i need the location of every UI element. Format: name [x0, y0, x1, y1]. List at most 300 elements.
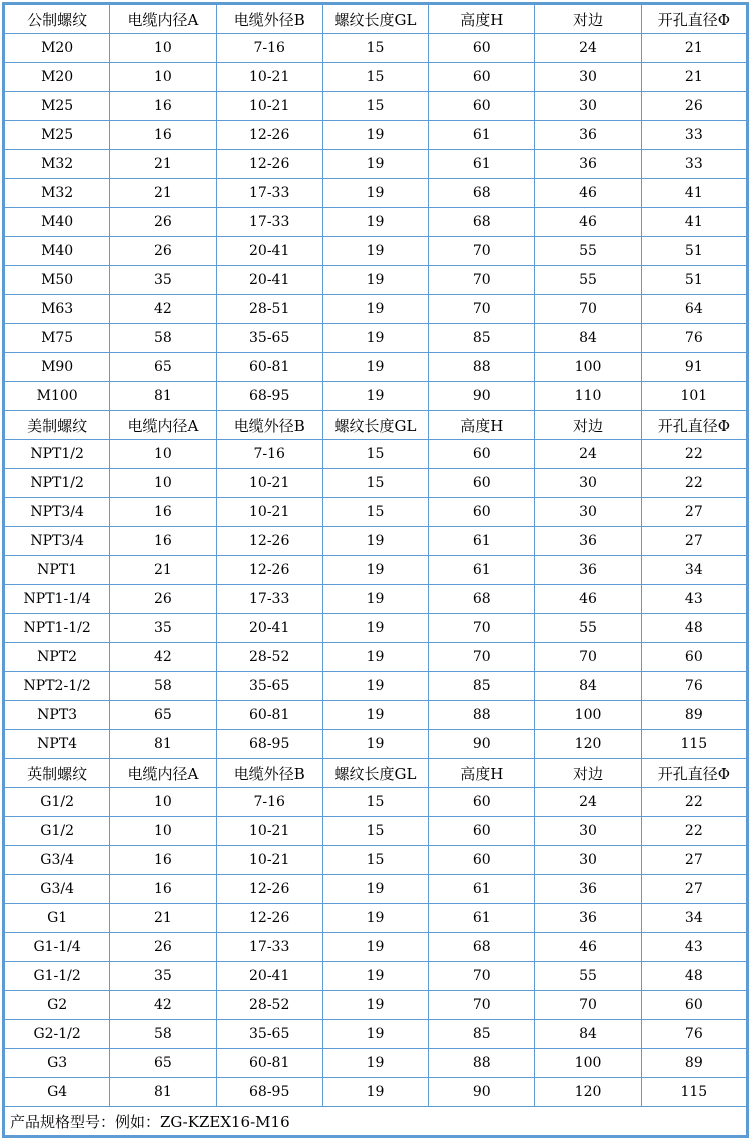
table-cell: 84 — [535, 672, 641, 701]
table-cell: 10 — [110, 817, 216, 846]
row-label: M75 — [4, 324, 110, 353]
table-cell: 110 — [535, 382, 641, 411]
table-cell: 120 — [535, 1078, 641, 1107]
table-cell: 19 — [322, 701, 428, 730]
table-cell: 10 — [110, 63, 216, 92]
table-cell: 15 — [322, 846, 428, 875]
table-cell: 26 — [110, 933, 216, 962]
table-cell: 36 — [535, 904, 641, 933]
table-cell: 16 — [110, 846, 216, 875]
table-cell: 16 — [110, 121, 216, 150]
row-label: NPT2-1/2 — [4, 672, 110, 701]
table-cell: 65 — [110, 701, 216, 730]
table-cell: 36 — [535, 150, 641, 179]
table-cell: 20-41 — [216, 237, 322, 266]
table-cell: 22 — [641, 469, 747, 498]
table-cell: 90 — [429, 730, 535, 759]
table-cell: 70 — [429, 962, 535, 991]
table-row — [4, 933, 748, 962]
table-cell: 21 — [641, 34, 747, 63]
table-cell: 35 — [110, 962, 216, 991]
table-cell: 46 — [535, 933, 641, 962]
table-cell: 42 — [110, 643, 216, 672]
table-cell: 41 — [641, 179, 747, 208]
table-cell: 19 — [322, 1078, 428, 1107]
table-row — [4, 701, 748, 730]
table-cell: 36 — [535, 121, 641, 150]
table-cell: 76 — [641, 672, 747, 701]
table-cell: 30 — [535, 63, 641, 92]
section-header-row-metric-thread — [4, 4, 748, 34]
column-header: 电缆外径B — [216, 4, 322, 34]
spec-table-body — [4, 4, 748, 1107]
table-cell: 60 — [429, 846, 535, 875]
table-cell: 89 — [641, 1049, 747, 1078]
row-label: NPT2 — [4, 643, 110, 672]
row-label: M63 — [4, 295, 110, 324]
row-label: G2 — [4, 991, 110, 1020]
table-cell: 19 — [322, 382, 428, 411]
table-cell: 7-16 — [216, 788, 322, 817]
row-label: M90 — [4, 353, 110, 382]
table-row — [4, 1078, 748, 1107]
table-row — [4, 991, 748, 1020]
table-cell: 41 — [641, 208, 747, 237]
table-cell: 16 — [110, 92, 216, 121]
table-cell: 15 — [322, 63, 428, 92]
column-header: 开孔直径Φ — [641, 4, 747, 34]
table-cell: 10 — [110, 34, 216, 63]
table-cell: 17-33 — [216, 585, 322, 614]
table-cell: 51 — [641, 237, 747, 266]
table-row — [4, 788, 748, 817]
table-row — [4, 63, 748, 92]
row-label: M32 — [4, 179, 110, 208]
table-cell: 34 — [641, 904, 747, 933]
section-header-row-american-thread — [4, 411, 748, 440]
table-cell: 20-41 — [216, 266, 322, 295]
row-label: M100 — [4, 382, 110, 411]
table-row — [4, 875, 748, 904]
table-row — [4, 150, 748, 179]
table-cell: 27 — [641, 846, 747, 875]
table-cell: 22 — [641, 817, 747, 846]
table-cell: 85 — [429, 324, 535, 353]
table-cell: 19 — [322, 266, 428, 295]
table-cell: 58 — [110, 324, 216, 353]
table-row — [4, 469, 748, 498]
table-cell: 68 — [429, 208, 535, 237]
table-cell: 55 — [535, 237, 641, 266]
section-title-cell: 公制螺纹 — [4, 4, 110, 34]
table-cell: 88 — [429, 1049, 535, 1078]
table-cell: 42 — [110, 991, 216, 1020]
table-cell: 24 — [535, 440, 641, 469]
table-cell: 70 — [429, 266, 535, 295]
table-row — [4, 962, 748, 991]
table-cell: 19 — [322, 353, 428, 382]
table-cell: 36 — [535, 556, 641, 585]
table-cell: 15 — [322, 498, 428, 527]
table-cell: 60-81 — [216, 1049, 322, 1078]
table-cell: 19 — [322, 527, 428, 556]
table-cell: 61 — [429, 150, 535, 179]
table-cell: 58 — [110, 672, 216, 701]
column-header: 高度H — [429, 759, 535, 788]
table-row — [4, 585, 748, 614]
table-cell: 19 — [322, 933, 428, 962]
row-label: G1 — [4, 904, 110, 933]
table-cell: 46 — [535, 208, 641, 237]
table-cell: 35-65 — [216, 1020, 322, 1049]
table-cell: 19 — [322, 121, 428, 150]
table-row — [4, 527, 748, 556]
row-label: G1/2 — [4, 817, 110, 846]
table-cell: 15 — [322, 34, 428, 63]
table-cell: 68 — [429, 933, 535, 962]
table-cell: 60 — [641, 991, 747, 1020]
table-cell: 33 — [641, 150, 747, 179]
table-cell: 61 — [429, 904, 535, 933]
table-cell: 12-26 — [216, 527, 322, 556]
table-row — [4, 34, 748, 63]
table-cell: 84 — [535, 1020, 641, 1049]
table-cell: 68-95 — [216, 1078, 322, 1107]
table-cell: 12-26 — [216, 904, 322, 933]
table-cell: 30 — [535, 469, 641, 498]
table-cell: 34 — [641, 556, 747, 585]
table-cell: 16 — [110, 498, 216, 527]
table-cell: 76 — [641, 324, 747, 353]
table-cell: 51 — [641, 266, 747, 295]
column-header: 螺纹长度GL — [322, 759, 428, 788]
table-cell: 21 — [110, 150, 216, 179]
row-label: NPT4 — [4, 730, 110, 759]
table-cell: 20-41 — [216, 962, 322, 991]
table-cell: 68-95 — [216, 730, 322, 759]
table-cell: 12-26 — [216, 150, 322, 179]
table-cell: 22 — [641, 440, 747, 469]
table-cell: 35 — [110, 614, 216, 643]
table-cell: 70 — [535, 991, 641, 1020]
table-cell: 81 — [110, 382, 216, 411]
table-cell: 70 — [429, 237, 535, 266]
table-cell: 19 — [322, 237, 428, 266]
table-row — [4, 614, 748, 643]
table-cell: 58 — [110, 1020, 216, 1049]
table-cell: 60-81 — [216, 353, 322, 382]
table-cell: 68 — [429, 179, 535, 208]
row-label: M50 — [4, 266, 110, 295]
row-label: M25 — [4, 121, 110, 150]
table-cell: 89 — [641, 701, 747, 730]
table-cell: 55 — [535, 266, 641, 295]
table-cell: 19 — [322, 875, 428, 904]
row-label: G3/4 — [4, 875, 110, 904]
table-cell: 7-16 — [216, 440, 322, 469]
column-header: 电缆外径B — [216, 411, 322, 440]
table-cell: 17-33 — [216, 179, 322, 208]
table-cell: 30 — [535, 498, 641, 527]
table-cell: 90 — [429, 1078, 535, 1107]
table-cell: 61 — [429, 875, 535, 904]
row-label: NPT1-1/4 — [4, 585, 110, 614]
column-header: 螺纹长度GL — [322, 411, 428, 440]
table-row — [4, 295, 748, 324]
column-header: 电缆内径A — [110, 4, 216, 34]
table-cell: 24 — [535, 788, 641, 817]
row-label: G1-1/2 — [4, 962, 110, 991]
table-cell: 43 — [641, 585, 747, 614]
table-cell: 19 — [322, 1020, 428, 1049]
table-cell: 76 — [641, 1020, 747, 1049]
row-label: NPT3 — [4, 701, 110, 730]
row-label: NPT3/4 — [4, 527, 110, 556]
row-label: G3/4 — [4, 846, 110, 875]
table-cell: 15 — [322, 440, 428, 469]
section-title-cell: 美制螺纹 — [4, 411, 110, 440]
table-cell: 21 — [641, 63, 747, 92]
table-cell: 68 — [429, 585, 535, 614]
table-cell: 100 — [535, 353, 641, 382]
row-label: G1/2 — [4, 788, 110, 817]
table-cell: 46 — [535, 179, 641, 208]
table-cell: 60 — [429, 498, 535, 527]
table-cell: 35-65 — [216, 672, 322, 701]
table-row — [4, 382, 748, 411]
table-cell: 85 — [429, 672, 535, 701]
table-row — [4, 846, 748, 875]
table-cell: 35 — [110, 266, 216, 295]
column-header: 对边 — [535, 759, 641, 788]
table-row — [4, 498, 748, 527]
table-cell: 68-95 — [216, 382, 322, 411]
table-cell: 15 — [322, 817, 428, 846]
table-cell: 90 — [429, 382, 535, 411]
row-label: G2-1/2 — [4, 1020, 110, 1049]
table-cell: 10-21 — [216, 63, 322, 92]
table-cell: 60 — [429, 440, 535, 469]
table-cell: 60 — [429, 92, 535, 121]
table-cell: 46 — [535, 585, 641, 614]
row-label: NPT1 — [4, 556, 110, 585]
row-label: M20 — [4, 34, 110, 63]
table-row — [4, 643, 748, 672]
column-header: 对边 — [535, 4, 641, 34]
table-cell: 81 — [110, 730, 216, 759]
row-label: M25 — [4, 92, 110, 121]
table-cell: 55 — [535, 962, 641, 991]
table-cell: 55 — [535, 614, 641, 643]
table-cell: 81 — [110, 1078, 216, 1107]
table-cell: 21 — [110, 904, 216, 933]
table-cell: 88 — [429, 701, 535, 730]
table-cell: 10-21 — [216, 846, 322, 875]
spec-table — [2, 2, 749, 1138]
table-cell: 19 — [322, 672, 428, 701]
row-label: NPT1/2 — [4, 469, 110, 498]
row-label: NPT1-1/2 — [4, 614, 110, 643]
table-cell: 43 — [641, 933, 747, 962]
table-cell: 60-81 — [216, 701, 322, 730]
table-cell: 26 — [641, 92, 747, 121]
table-cell: 19 — [322, 962, 428, 991]
table-cell: 26 — [110, 237, 216, 266]
table-cell: 60 — [429, 63, 535, 92]
table-cell: 7-16 — [216, 34, 322, 63]
table-row — [4, 92, 748, 121]
table-cell: 60 — [641, 643, 747, 672]
table-cell: 15 — [322, 92, 428, 121]
table-row — [4, 353, 748, 382]
table-cell: 115 — [641, 730, 747, 759]
table-row — [4, 1049, 748, 1078]
table-cell: 30 — [535, 92, 641, 121]
table-cell: 30 — [535, 817, 641, 846]
table-cell: 16 — [110, 875, 216, 904]
row-label: G3 — [4, 1049, 110, 1078]
column-header: 高度H — [429, 4, 535, 34]
table-cell: 91 — [641, 353, 747, 382]
table-cell: 24 — [535, 34, 641, 63]
table-cell: 26 — [110, 585, 216, 614]
table-cell: 70 — [429, 991, 535, 1020]
row-label: NPT3/4 — [4, 498, 110, 527]
table-cell: 100 — [535, 701, 641, 730]
table-cell: 70 — [535, 295, 641, 324]
table-cell: 61 — [429, 527, 535, 556]
table-cell: 60 — [429, 788, 535, 817]
table-cell: 10 — [110, 440, 216, 469]
table-cell: 36 — [535, 527, 641, 556]
table-cell: 48 — [641, 614, 747, 643]
table-cell: 22 — [641, 788, 747, 817]
table-cell: 21 — [110, 556, 216, 585]
row-label: NPT1/2 — [4, 440, 110, 469]
table-cell: 65 — [110, 353, 216, 382]
table-cell: 60 — [429, 469, 535, 498]
table-cell: 19 — [322, 324, 428, 353]
table-cell: 10 — [110, 788, 216, 817]
table-cell: 64 — [641, 295, 747, 324]
table-cell: 19 — [322, 150, 428, 179]
product-model-note: 产品规格型号：例如：ZG-KZEX16-M16 — [4, 1107, 748, 1137]
table-cell: 19 — [322, 556, 428, 585]
column-header: 对边 — [535, 411, 641, 440]
table-cell: 12-26 — [216, 121, 322, 150]
table-cell: 17-33 — [216, 933, 322, 962]
table-cell: 42 — [110, 295, 216, 324]
table-cell: 115 — [641, 1078, 747, 1107]
table-row — [4, 817, 748, 846]
row-label: M40 — [4, 208, 110, 237]
table-cell: 12-26 — [216, 875, 322, 904]
table-cell: 28-52 — [216, 991, 322, 1020]
table-cell: 17-33 — [216, 208, 322, 237]
table-row — [4, 208, 748, 237]
table-row — [4, 1020, 748, 1049]
table-cell: 19 — [322, 179, 428, 208]
column-header: 开孔直径Φ — [641, 759, 747, 788]
table-cell: 10-21 — [216, 817, 322, 846]
table-cell: 12-26 — [216, 556, 322, 585]
section-title-cell: 英制螺纹 — [4, 759, 110, 788]
table-cell: 21 — [110, 179, 216, 208]
table-cell: 100 — [535, 1049, 641, 1078]
column-header: 螺纹长度GL — [322, 4, 428, 34]
row-label: M40 — [4, 237, 110, 266]
table-row — [4, 672, 748, 701]
table-cell: 10-21 — [216, 469, 322, 498]
table-cell: 27 — [641, 875, 747, 904]
table-cell: 27 — [641, 498, 747, 527]
table-cell: 19 — [322, 730, 428, 759]
table-cell: 20-41 — [216, 614, 322, 643]
table-row — [4, 266, 748, 295]
table-cell: 120 — [535, 730, 641, 759]
table-row — [4, 730, 748, 759]
table-cell: 10 — [110, 469, 216, 498]
table-row — [4, 179, 748, 208]
table-cell: 10-21 — [216, 498, 322, 527]
table-cell: 27 — [641, 527, 747, 556]
table-cell: 16 — [110, 527, 216, 556]
table-cell: 70 — [429, 643, 535, 672]
table-cell: 48 — [641, 962, 747, 991]
section-header-row-british-thread — [4, 759, 748, 788]
table-cell: 36 — [535, 875, 641, 904]
table-cell: 19 — [322, 295, 428, 324]
table-cell: 85 — [429, 1020, 535, 1049]
column-header: 开孔直径Φ — [641, 411, 747, 440]
table-cell: 70 — [429, 614, 535, 643]
table-cell: 30 — [535, 846, 641, 875]
table-cell: 33 — [641, 121, 747, 150]
table-cell: 70 — [429, 295, 535, 324]
table-row — [4, 904, 748, 933]
column-header: 电缆内径A — [110, 411, 216, 440]
table-row — [4, 237, 748, 266]
table-cell: 19 — [322, 991, 428, 1020]
table-cell: 19 — [322, 643, 428, 672]
table-cell: 35-65 — [216, 324, 322, 353]
table-cell: 28-51 — [216, 295, 322, 324]
table-cell: 28-52 — [216, 643, 322, 672]
footer-row — [4, 1107, 748, 1137]
table-cell: 15 — [322, 788, 428, 817]
table-cell: 61 — [429, 556, 535, 585]
table-cell: 19 — [322, 614, 428, 643]
table-cell: 19 — [322, 208, 428, 237]
table-cell: 84 — [535, 324, 641, 353]
table-row — [4, 324, 748, 353]
table-cell: 19 — [322, 1049, 428, 1078]
table-cell: 15 — [322, 469, 428, 498]
row-label: G4 — [4, 1078, 110, 1107]
table-cell: 101 — [641, 382, 747, 411]
column-header: 电缆内径A — [110, 759, 216, 788]
table-cell: 60 — [429, 34, 535, 63]
row-label: M20 — [4, 63, 110, 92]
table-cell: 70 — [535, 643, 641, 672]
row-label: M32 — [4, 150, 110, 179]
table-cell: 19 — [322, 585, 428, 614]
table-cell: 10-21 — [216, 92, 322, 121]
table-cell: 88 — [429, 353, 535, 382]
table-cell: 61 — [429, 121, 535, 150]
table-cell: 19 — [322, 904, 428, 933]
table-cell: 26 — [110, 208, 216, 237]
